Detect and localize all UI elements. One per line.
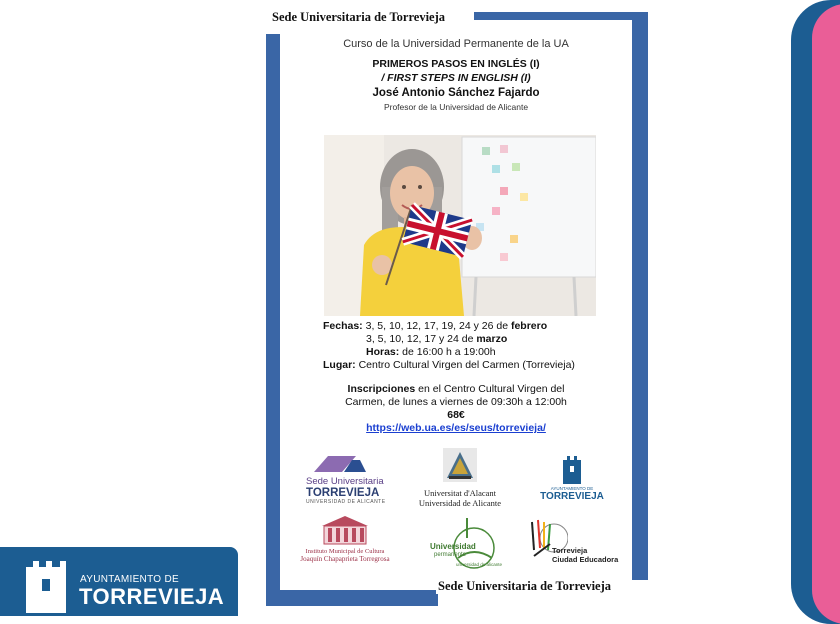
price: 68€ [447,409,465,421]
poster-frame-right [632,12,648,580]
ayuntamiento-badge-big-text: TORREVIEJA [79,584,225,609]
poster-frame-left [266,34,280,606]
dates-feb-month: febrero [510,320,548,332]
uniperm-logo-line-3: universidad de alicante [456,562,503,567]
woman-with-flag-illustration [324,135,596,316]
decorative-pink-band [812,4,840,624]
ua-logo-line-2: Universidad de Alicante [418,498,502,508]
ayto-logo-small-line-2: TORREVIEJA [540,491,604,502]
ayto-logo-small-line-1: AYUNTAMIENTO DE [550,486,594,491]
ayuntamiento-badge-small-text: AYUNTAMIENTO DE [80,574,179,585]
place-line [280,359,632,371]
badge-bottom-strip [0,616,256,624]
logo-instituto-cultura [290,516,400,563]
course-subtitle: Curso de la Universidad Permanente de la UA [343,38,569,50]
hours-line [280,346,632,358]
dates-february [280,320,632,332]
course-photo [324,135,596,316]
dates-feb-days: 3, 5, 10, 12, 17, 19, 24 y 26 de [365,320,511,332]
logo-universidad-alicante [408,448,512,508]
hours-value: de 16:00 h a 19:00h [399,346,496,358]
sede-logo-line-1: Sede Universitaria [306,476,384,487]
logo-ayuntamiento-small [532,456,612,502]
signup-line-1 [280,383,632,395]
building-facade-icon [320,516,370,546]
signup-line-2: Carmen, de lunes a viernes de 09:30h a 12:00h [345,396,567,408]
dates-march [280,333,632,345]
course-poster [262,0,654,610]
sede-logo-line-3: UNIVERSIDAD DE ALICANTE [306,499,386,505]
poster-header-top: Sede Universitaria de Torrevieja [272,10,449,25]
ayuntamiento-castle-icon [24,561,68,613]
ua-logo-line-1: Universitat d'Alacant [423,488,497,498]
sede-logo-line-2: TORREVIEJA [306,487,380,499]
course-title-es: PRIMEROS PASOS EN INGLÉS (I) [372,58,540,70]
dates-label: Fechas: [323,320,363,332]
poster-frame-bottom [266,590,438,606]
signup-label: Inscripciones [347,383,416,395]
ciudad-logo-line-2: Ciudad Educadora [552,555,619,564]
castle-tower-icon [561,456,583,484]
dates-mar-month: marzo [476,333,508,345]
hours-label: Horas: [366,346,400,358]
url-line [280,422,632,434]
teacher-role: Profesor de la Universidad de Alicante [383,102,529,112]
ua-emblem-icon [443,448,477,482]
poster-frame-top [474,12,648,20]
teacher-name: José Antonio Sánchez Fajardo [372,87,540,99]
uniperm-logo-line-2: permanente [434,552,467,558]
imc-logo-line-2: Joaquín Chapaprieta Torregrosa [300,555,390,563]
signup-text-1: en el Centro Cultural Virgen del [415,383,565,395]
registration-link[interactable]: https://web.ua.es/es/seus/torrevieja/ [366,422,546,434]
place-value: Centro Cultural Virgen del Carmen (Torrevieja) [355,359,575,371]
dates-mar-days: 3, 5, 10, 12, 17 y 24 de [366,333,477,345]
logo-sede-universitaria [306,454,402,505]
uniperm-logo-line-1: Universidad [430,542,476,551]
course-title-en: / FIRST STEPS IN ENGLISH (I) [381,72,531,84]
sede-house-icon [314,454,374,474]
place-label: Lugar: [323,359,356,371]
ciudad-logo-line-1: Torrevieja [552,546,588,555]
imc-logo-line-1: Instituto Municipal de Cultura [305,548,385,555]
poster-header-bottom: Sede Universitaria de Torrevieja [438,579,612,593]
